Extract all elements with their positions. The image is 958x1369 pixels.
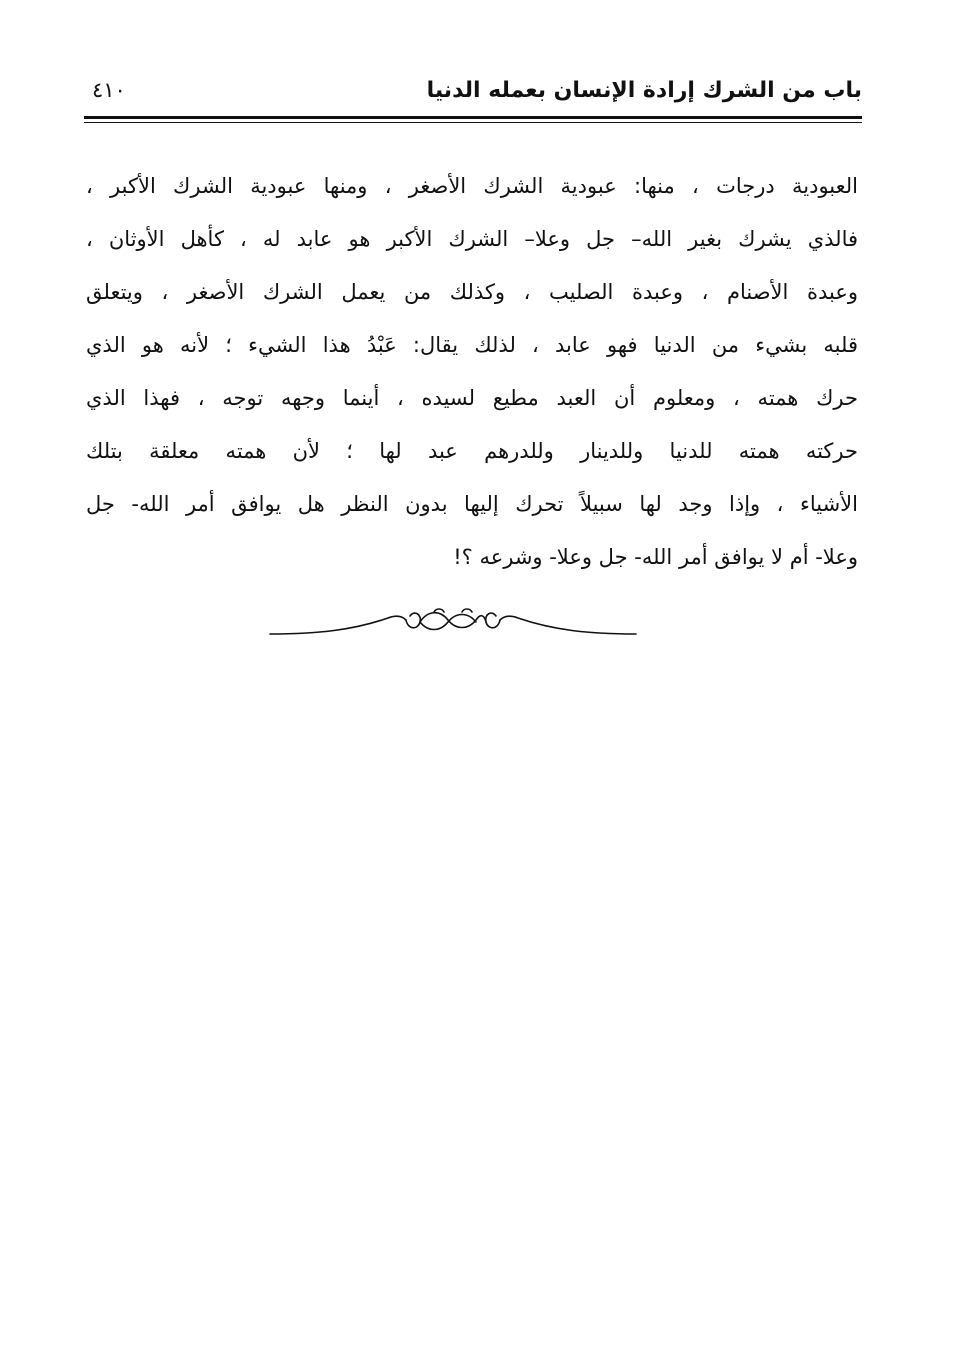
section-end-ornament bbox=[268, 600, 638, 644]
page-header bbox=[84, 74, 862, 118]
body-line: العبودية درجات ، منها: عبودية الشرك الأصغر ، ومنها عبودية الشرك الأكبر ، bbox=[86, 174, 858, 198]
body-line: وعبدة الأصنام ، وعبدة الصليب ، وكذلك من يعمل الشرك الأصغر ، ويتعلق bbox=[86, 280, 858, 304]
body-line: وعلا- أم لا يوافق أمر الله- جل وعلا- وشرعه ؟! bbox=[453, 545, 858, 569]
body-text bbox=[86, 160, 858, 584]
body-line: فالذي يشرك بغير الله– جل وعلا– الشرك الأكبر هو عابد له ، كأهل الأوثان ، bbox=[86, 227, 858, 251]
chapter-title: باب من الشرك إرادة الإنسان بعمله الدنيا bbox=[426, 78, 862, 103]
header-rule-thick bbox=[84, 116, 862, 119]
body-line: قلبه بشيء من الدنيا فهو عابد ، لذلك يقال: عَبْدُ هذا الشيء ؛ لأنه هو الذي bbox=[86, 333, 858, 357]
header-rule-thin bbox=[84, 122, 862, 123]
body-line: حركته همته للدنيا وللدينار وللدرهم عبد لها ؛ لأن همته معلقة بتلك bbox=[86, 439, 858, 463]
body-line: الأشياء ، وإذا وجد لها سبيلاً تحرك إليها بدون النظر هل يوافق أمر الله- جل bbox=[86, 492, 858, 516]
body-line: حرك همته ، ومعلوم أن العبد مطيع لسيده ، أينما وجهه توجه ، فهذا الذي bbox=[86, 386, 858, 410]
page-number: ٤١٠ bbox=[92, 78, 126, 102]
